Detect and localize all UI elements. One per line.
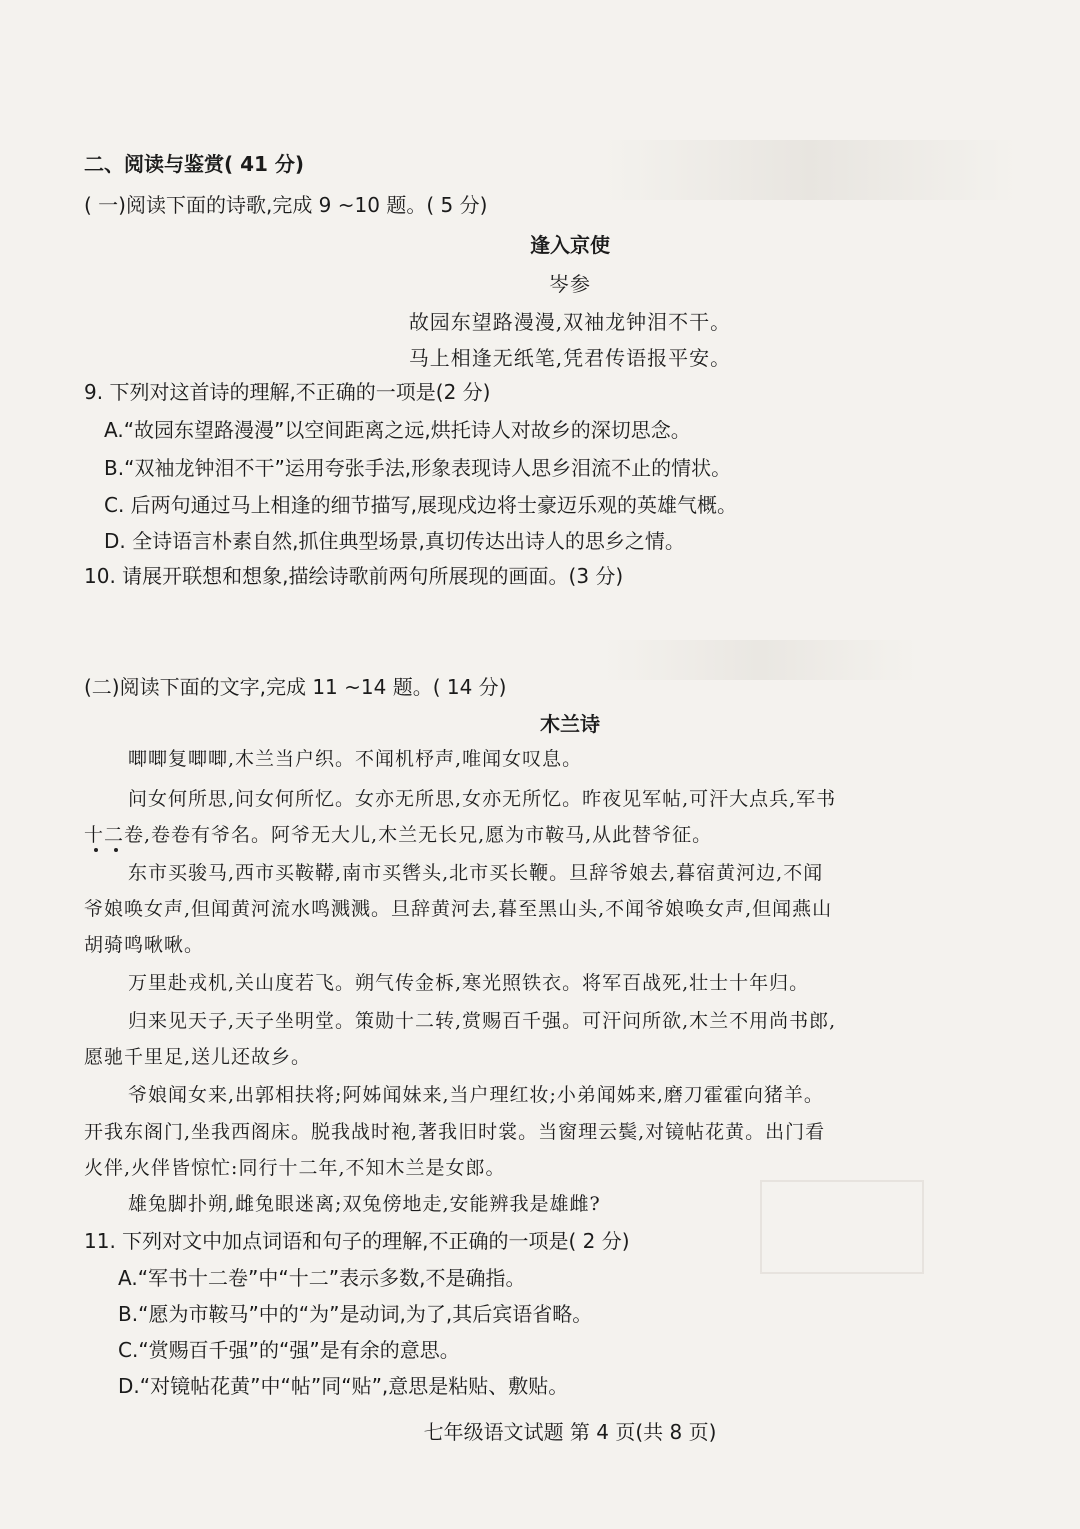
poem-title: 逢入京使 (530, 233, 610, 257)
passage-line: 火伴,火伴皆惊忙:同行十二年,不知木兰是女郎。 (84, 1157, 506, 1179)
passage-line: 问女何所思,问女何所忆。女亦无所思,女亦无所忆。昨夜见军帖,可汗大点兵,军书 (128, 788, 837, 810)
passage-line: 胡骑鸣啾啾。 (84, 934, 205, 956)
emphasis-dot (114, 848, 118, 852)
question-9-stem: 9. 下列对这首诗的理解,不正确的一项是(2 分) (84, 380, 491, 404)
passage-line: 归来见天子,天子坐明堂。策勋十二转,赏赐百千强。可汗问所欲,木兰不用尚书郎, (128, 1010, 837, 1032)
part2-intro: (二)阅读下面的文字,完成 11 ~14 题。( 14 分) (84, 675, 507, 699)
passage-line: 爷娘闻女来,出郭相扶将;阿姊闻妹来,当户理红妆;小弟闻姊来,磨刀霍霍向猪羊。 (128, 1084, 824, 1106)
question-11-stem: 11. 下列对文中加点词语和句子的理解,不正确的一项是( 2 分) (84, 1229, 630, 1253)
question-11-option-a: A.“军书十二卷”中“十二”表示多数,不是确指。 (118, 1266, 526, 1290)
question-9-option-d: D. 全诗语言朴素自然,抓住典型场景,真切传达出诗人的思乡之情。 (104, 529, 685, 553)
bleed-through-decoration (600, 640, 920, 680)
poem-line: 马上相逢无纸笔,凭君传语报平安。 (408, 346, 732, 370)
question-11-option-d: D.“对镜帖花黄”中“帖”同“贴”,意思是粘贴、敷贴。 (118, 1374, 569, 1398)
question-9-option-a: A.“故园东望路漫漫”以空间距离之远,烘托诗人对故乡的深切思念。 (104, 418, 691, 442)
emphasis-dot (94, 848, 98, 852)
passage-title: 木兰诗 (540, 712, 600, 736)
passage-line: 愿驰千里足,送儿还故乡。 (84, 1046, 312, 1068)
question-11-option-b: B.“愿为市鞍马”中的“为”是动词,为了,其后宾语省略。 (118, 1302, 593, 1326)
poem-line: 故园东望路漫漫,双袖龙钟泪不干。 (408, 310, 732, 334)
passage-line: 东市买骏马,西市买鞍鞯,南市买辔头,北市买长鞭。旦辞爷娘去,暮宿黄河边,不闻 (128, 862, 824, 884)
question-9-option-b: B.“双袖龙钟泪不干”运用夸张手法,形象表现诗人思乡泪流不止的情状。 (104, 456, 732, 480)
passage-line: 雄兔脚扑朔,雌兔眼迷离;双兔傍地走,安能辨我是雄雌? (128, 1193, 601, 1215)
question-11-option-c: C.“赏赐百千强”的“强”是有余的意思。 (118, 1338, 460, 1362)
bleed-through-decoration (600, 140, 1020, 200)
passage-line: 爷娘唤女声,但闻黄河流水鸣溅溅。旦辞黄河去,暮至黑山头,不闻爷娘唤女声,但闻燕山 (84, 898, 833, 920)
passage-line: 万里赴戎机,关山度若飞。朔气传金柝,寒光照铁衣。将军百战死,壮士十年归。 (128, 972, 810, 994)
passage-line: 十二卷,卷卷有爷名。阿爷无大儿,木兰无长兄,愿为市鞍马,从此替爷征。 (84, 824, 713, 846)
passage-line: 开我东阁门,坐我西阁床。脱我战时袍,著我旧时裳。当窗理云鬓,对镜帖花黄。出门看 (84, 1121, 826, 1143)
poem-author: 岑参 (549, 272, 591, 296)
page-footer: 七年级语文试题 第 4 页(共 8 页) (423, 1420, 717, 1444)
question-10: 10. 请展开联想和想象,描绘诗歌前两句所展现的画面。(3 分) (84, 564, 624, 588)
section-heading: 二、阅读与鉴赏( 41 分) (84, 152, 305, 176)
bleed-through-decoration (760, 1180, 924, 1274)
question-9-option-c: C. 后两句通过马上相逢的细节描写,展现戍边将士豪迈乐观的英雄气概。 (104, 493, 738, 517)
passage-line: 唧唧复唧唧,木兰当户织。不闻机杼声,唯闻女叹息。 (128, 748, 583, 770)
part1-intro: ( 一)阅读下面的诗歌,完成 9 ~10 题。( 5 分) (84, 193, 488, 217)
